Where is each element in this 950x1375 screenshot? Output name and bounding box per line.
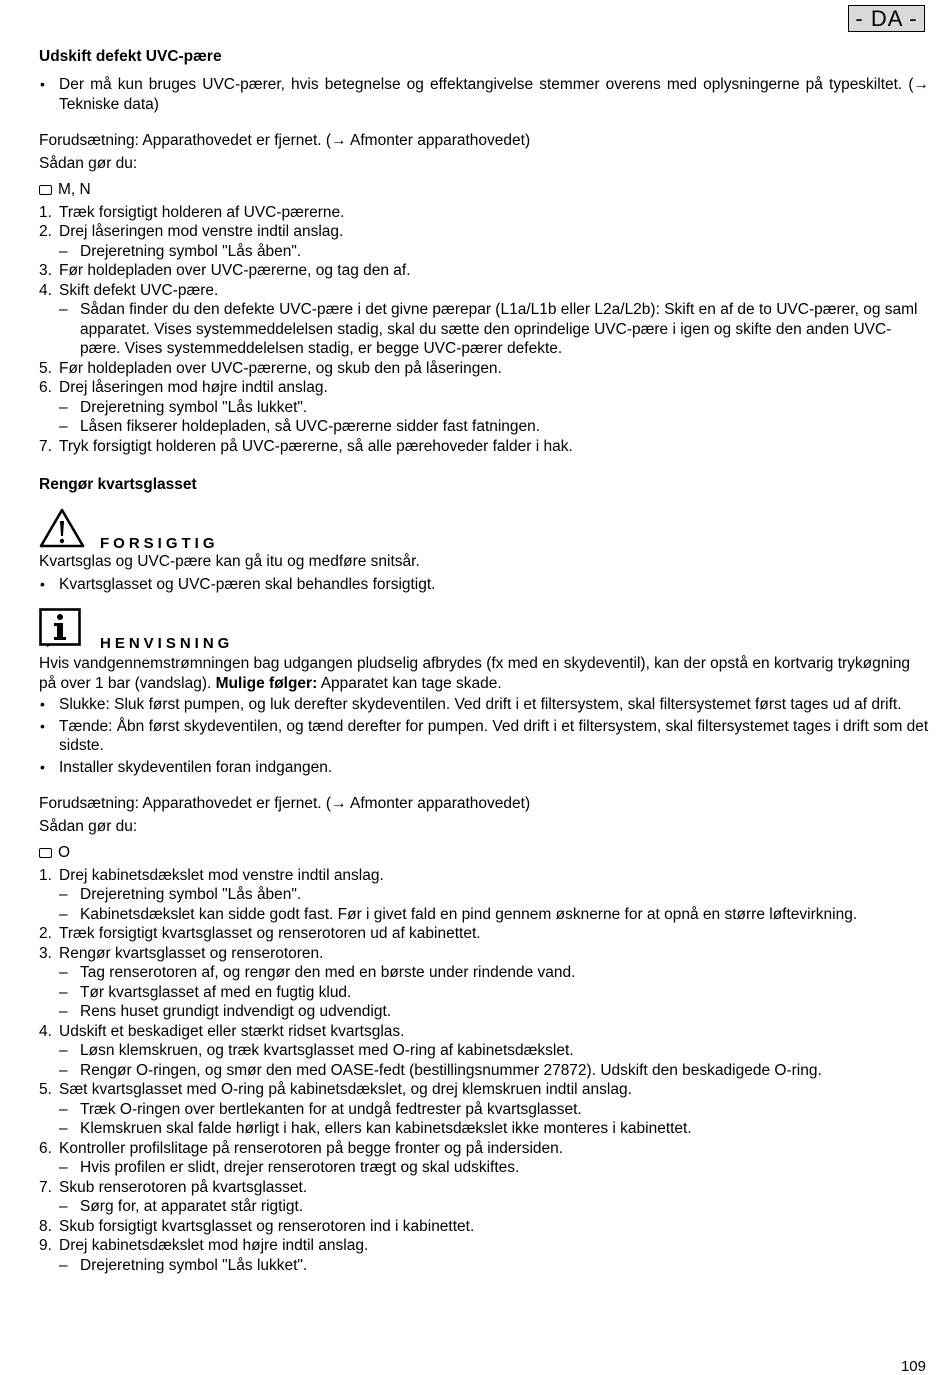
step-text: Træk forsigtigt holderen af UVC-pærerne. <box>59 203 345 221</box>
page-content <box>39 47 929 1275</box>
step-item <box>39 261 929 281</box>
step-item <box>39 1139 929 1159</box>
sub-step <box>39 1002 929 1022</box>
note-bullets <box>39 695 929 777</box>
sub-step <box>39 963 929 983</box>
step-number: 7. <box>39 437 52 455</box>
step-text: Drejeretning symbol "Lås lukket". <box>80 1256 308 1274</box>
info-note-icon <box>39 608 81 648</box>
sub-step <box>39 885 929 905</box>
sub-step <box>39 983 929 1003</box>
step-number: 8. <box>39 1217 52 1235</box>
howto-text-2: Sådan gør du: <box>39 817 138 835</box>
model-target-2 <box>39 843 929 863</box>
step-number: 4. <box>39 281 52 299</box>
step-text: Rengør O-ringen, og smør den med OASE-fedt (bestillingsnummer 27872). Udskift den beskadigede O-ring. <box>80 1061 822 1079</box>
step-number: 6. <box>39 379 52 396</box>
step-item <box>39 1080 929 1100</box>
step-item <box>39 1217 929 1237</box>
dash-marker: – <box>59 905 68 923</box>
sub-step <box>39 1197 929 1217</box>
dash-marker: – <box>59 1042 68 1059</box>
sub-step <box>39 1041 929 1061</box>
step-number: 2. <box>39 925 52 942</box>
dash-marker: – <box>59 1061 68 1079</box>
step-text: Sæt kvartsglasset med O-ring på kabinetsdækslet, og drej klemskruen indtil anslag. <box>59 1081 632 1098</box>
step-number: 6. <box>39 1139 52 1157</box>
step-number: 9. <box>39 1237 52 1254</box>
step-item <box>39 203 929 223</box>
language-badge: - DA - <box>848 5 925 32</box>
dash-marker: – <box>59 886 68 903</box>
step-text: Skub forsigtigt kvartsglasset og renserotoren ind i kabinettet. <box>59 1217 475 1235</box>
caution-signal <box>39 508 929 552</box>
step-text: Låsen fikserer holdepladen, så UVC-pærerne sidder fast fatningen. <box>80 418 541 435</box>
sub-step <box>39 1100 929 1120</box>
step-text: Drej kabinetsdækslet mod højre indtil anslag. <box>59 1237 369 1254</box>
step-text: Tør kvartsglasset af med en fugtig klud. <box>80 983 352 1001</box>
dash-marker: – <box>59 398 68 416</box>
step-item <box>39 924 929 944</box>
step-number: 2. <box>39 223 52 240</box>
step-text: Drejeretning symbol "Lås åben". <box>80 242 302 260</box>
note-text: Hvis vandgennemstrømningen bag udgangen pludselig afbrydes (fx med en skydeventil), kan der opstå en kortvarig trykøgning på over 1 bar (vandslag). Mulige følger: Apparatet kan tage skade. <box>39 655 911 692</box>
step-item <box>39 222 929 242</box>
note-signal <box>39 608 929 654</box>
warning-triangle-icon <box>39 508 85 548</box>
step-number: 5. <box>39 359 52 377</box>
dash-marker: – <box>59 964 68 981</box>
dash-marker: – <box>59 1198 68 1215</box>
model-label: M, N <box>58 181 91 198</box>
dash-marker: – <box>59 301 68 318</box>
dash-marker: – <box>59 418 68 435</box>
step-number: 1. <box>39 866 52 884</box>
step-text: Sørg for, at apparatet står rigtigt. <box>80 1198 304 1215</box>
step-item <box>39 866 929 886</box>
sub-step <box>39 242 929 262</box>
step-text: Kontroller profilslitage på renserotoren på begge fronter og på indersiden. <box>59 1139 564 1157</box>
dash-marker: – <box>59 983 68 1001</box>
list-item: • Installer skydeventilen foran indgangen. <box>39 758 929 778</box>
caution-text: Kvartsglas og UVC-pære kan gå itu og medføre snitsår. <box>39 553 420 570</box>
step-text: Rens huset grundigt indvendigt og udvendigt. <box>80 1003 392 1020</box>
step-text: Drejeretning symbol "Lås lukket". <box>80 398 308 416</box>
step-item <box>39 1236 929 1256</box>
step-text: Drej låseringen mod højre indtil anslag. <box>59 379 328 396</box>
step-text: Drej låseringen mod venstre indtil anslag. <box>59 223 344 240</box>
info-bullet: • Der må kun bruges UVC-pærer, hvis betegnelse og effektangivelse stemmer overens med oplysningerne på typeskiltet. (→ Tekniske data) <box>39 75 929 114</box>
step-item <box>39 437 929 457</box>
sub-step <box>39 417 929 437</box>
step-item <box>39 944 929 964</box>
step-text: Drej kabinetsdækslet mod venstre indtil anslag. <box>59 866 384 884</box>
step-number: 5. <box>39 1081 52 1098</box>
step-text: Tryk forsigtigt holderen på UVC-pærerne, så alle pærehoveder falder i hak. <box>59 437 573 455</box>
step-item <box>39 1022 929 1042</box>
step-text: Sådan finder du den defekte UVC-pære i det givne pærepar (L1a/L1b eller L2a/L2b): Skift en af de to UVC-pærer, og saml apparatet. Vises systemmeddelelsen stadig, skal du sætte den oprindelige UVC-pære i igen og skifte den anden UVC-pære. Vises systemmeddelelsen stadig, er begge UVC-pærer defekte. <box>80 301 918 357</box>
page-number: 109 <box>900 1358 926 1375</box>
sub-step <box>39 398 929 418</box>
dash-marker: – <box>59 1003 68 1020</box>
step-text: Tag renserotoren af, og rengør den med en børste under rindende vand. <box>80 964 576 981</box>
step-text: Hvis profilen er slidt, drejer renserotoren trægt og skal udskiftes. <box>80 1159 520 1176</box>
step-text: Før holdepladen over UVC-pærerne, og skub den på låseringen. <box>59 359 502 377</box>
step-text: Rengør kvartsglasset og renserotoren. <box>59 944 324 962</box>
note-word: HENVISNING <box>100 635 234 652</box>
prerequisite-text: Forudsætning: Apparathovedet er fjernet. (→ Afmonter apparathovedet) <box>39 132 531 149</box>
sub-step <box>39 300 929 359</box>
sub-step <box>39 1256 929 1276</box>
model-target <box>39 180 929 200</box>
step-number: 3. <box>39 944 52 962</box>
checkbox-icon <box>39 848 52 858</box>
step-text: Træk forsigtigt kvartsglasset og renserotoren ud af kabinettet. <box>59 925 481 942</box>
step-text: Skift defekt UVC-pære. <box>59 281 219 299</box>
step-item <box>39 281 929 301</box>
step-item <box>39 1178 929 1198</box>
step-text: Før holdepladen over UVC-pærerne, og tag den af. <box>59 262 411 279</box>
sub-step <box>39 1119 929 1139</box>
dash-marker: – <box>59 1256 68 1274</box>
step-number: 3. <box>39 262 52 279</box>
step-number: 7. <box>39 1178 52 1196</box>
list-item: • Tænde: Åbn først skydeventilen, og tænd derefter for pumpen. Ved drift i et filtersystem, skal filtersystemet tages i drift som det sidste. <box>39 717 929 756</box>
checkbox-icon <box>39 185 52 195</box>
howto-text: Sådan gør du: <box>39 154 138 172</box>
section-title-uvc: Udskift defekt UVC-pære <box>39 48 222 65</box>
steps-list-quartz <box>39 866 929 1276</box>
sub-step <box>39 1061 929 1081</box>
sub-step <box>39 905 929 925</box>
step-item <box>39 378 929 398</box>
steps-list-uvc <box>39 203 929 457</box>
step-number: 4. <box>39 1022 52 1040</box>
model-label: O <box>58 844 71 861</box>
dash-marker: – <box>59 1159 68 1176</box>
caution-bullet: • Kvartsglasset og UVC-pæren skal behandles forsigtigt. <box>39 575 929 595</box>
step-text: Klemskruen skal falde hørligt i hak, ellers kan kabinetsdækslet ikke monteres i kabinettet. <box>80 1120 692 1137</box>
dash-marker: – <box>59 1100 68 1118</box>
dash-marker: – <box>59 242 68 260</box>
step-number: 1. <box>39 203 52 221</box>
prerequisite-text-2: Forudsætning: Apparathovedet er fjernet. (→ Afmonter apparathovedet) <box>39 795 531 812</box>
step-text: Udskift et beskadiget eller stærkt ridset kvartsglas. <box>59 1022 405 1040</box>
step-text: Kabinetsdækslet kan sidde godt fast. Før i givet fald en pind gennem øsknerne for at opnå en større løftevirkning. <box>80 905 858 923</box>
sub-step <box>39 1158 929 1178</box>
caution-word: FORSIGTIG <box>100 535 219 552</box>
list-item: • Slukke: Sluk først pumpen, og luk derefter skydeventilen. Ved drift i et filtersystem, skal filtersystemet først tages ud af drift. <box>39 695 929 715</box>
step-text: Drejeretning symbol "Lås åben". <box>80 886 302 903</box>
step-item <box>39 359 929 379</box>
step-text: Løsn klemskruen, og træk kvartsglasset med O-ring af kabinetsdækslet. <box>80 1042 574 1059</box>
dash-marker: – <box>59 1120 68 1137</box>
step-text: Skub renserotoren på kvartsglasset. <box>59 1178 308 1196</box>
section-title-quartz: Rengør kvartsglasset <box>39 476 197 493</box>
step-text: Træk O-ringen over bertlekanten for at undgå fedtrester på kvartsglasset. <box>80 1100 582 1118</box>
